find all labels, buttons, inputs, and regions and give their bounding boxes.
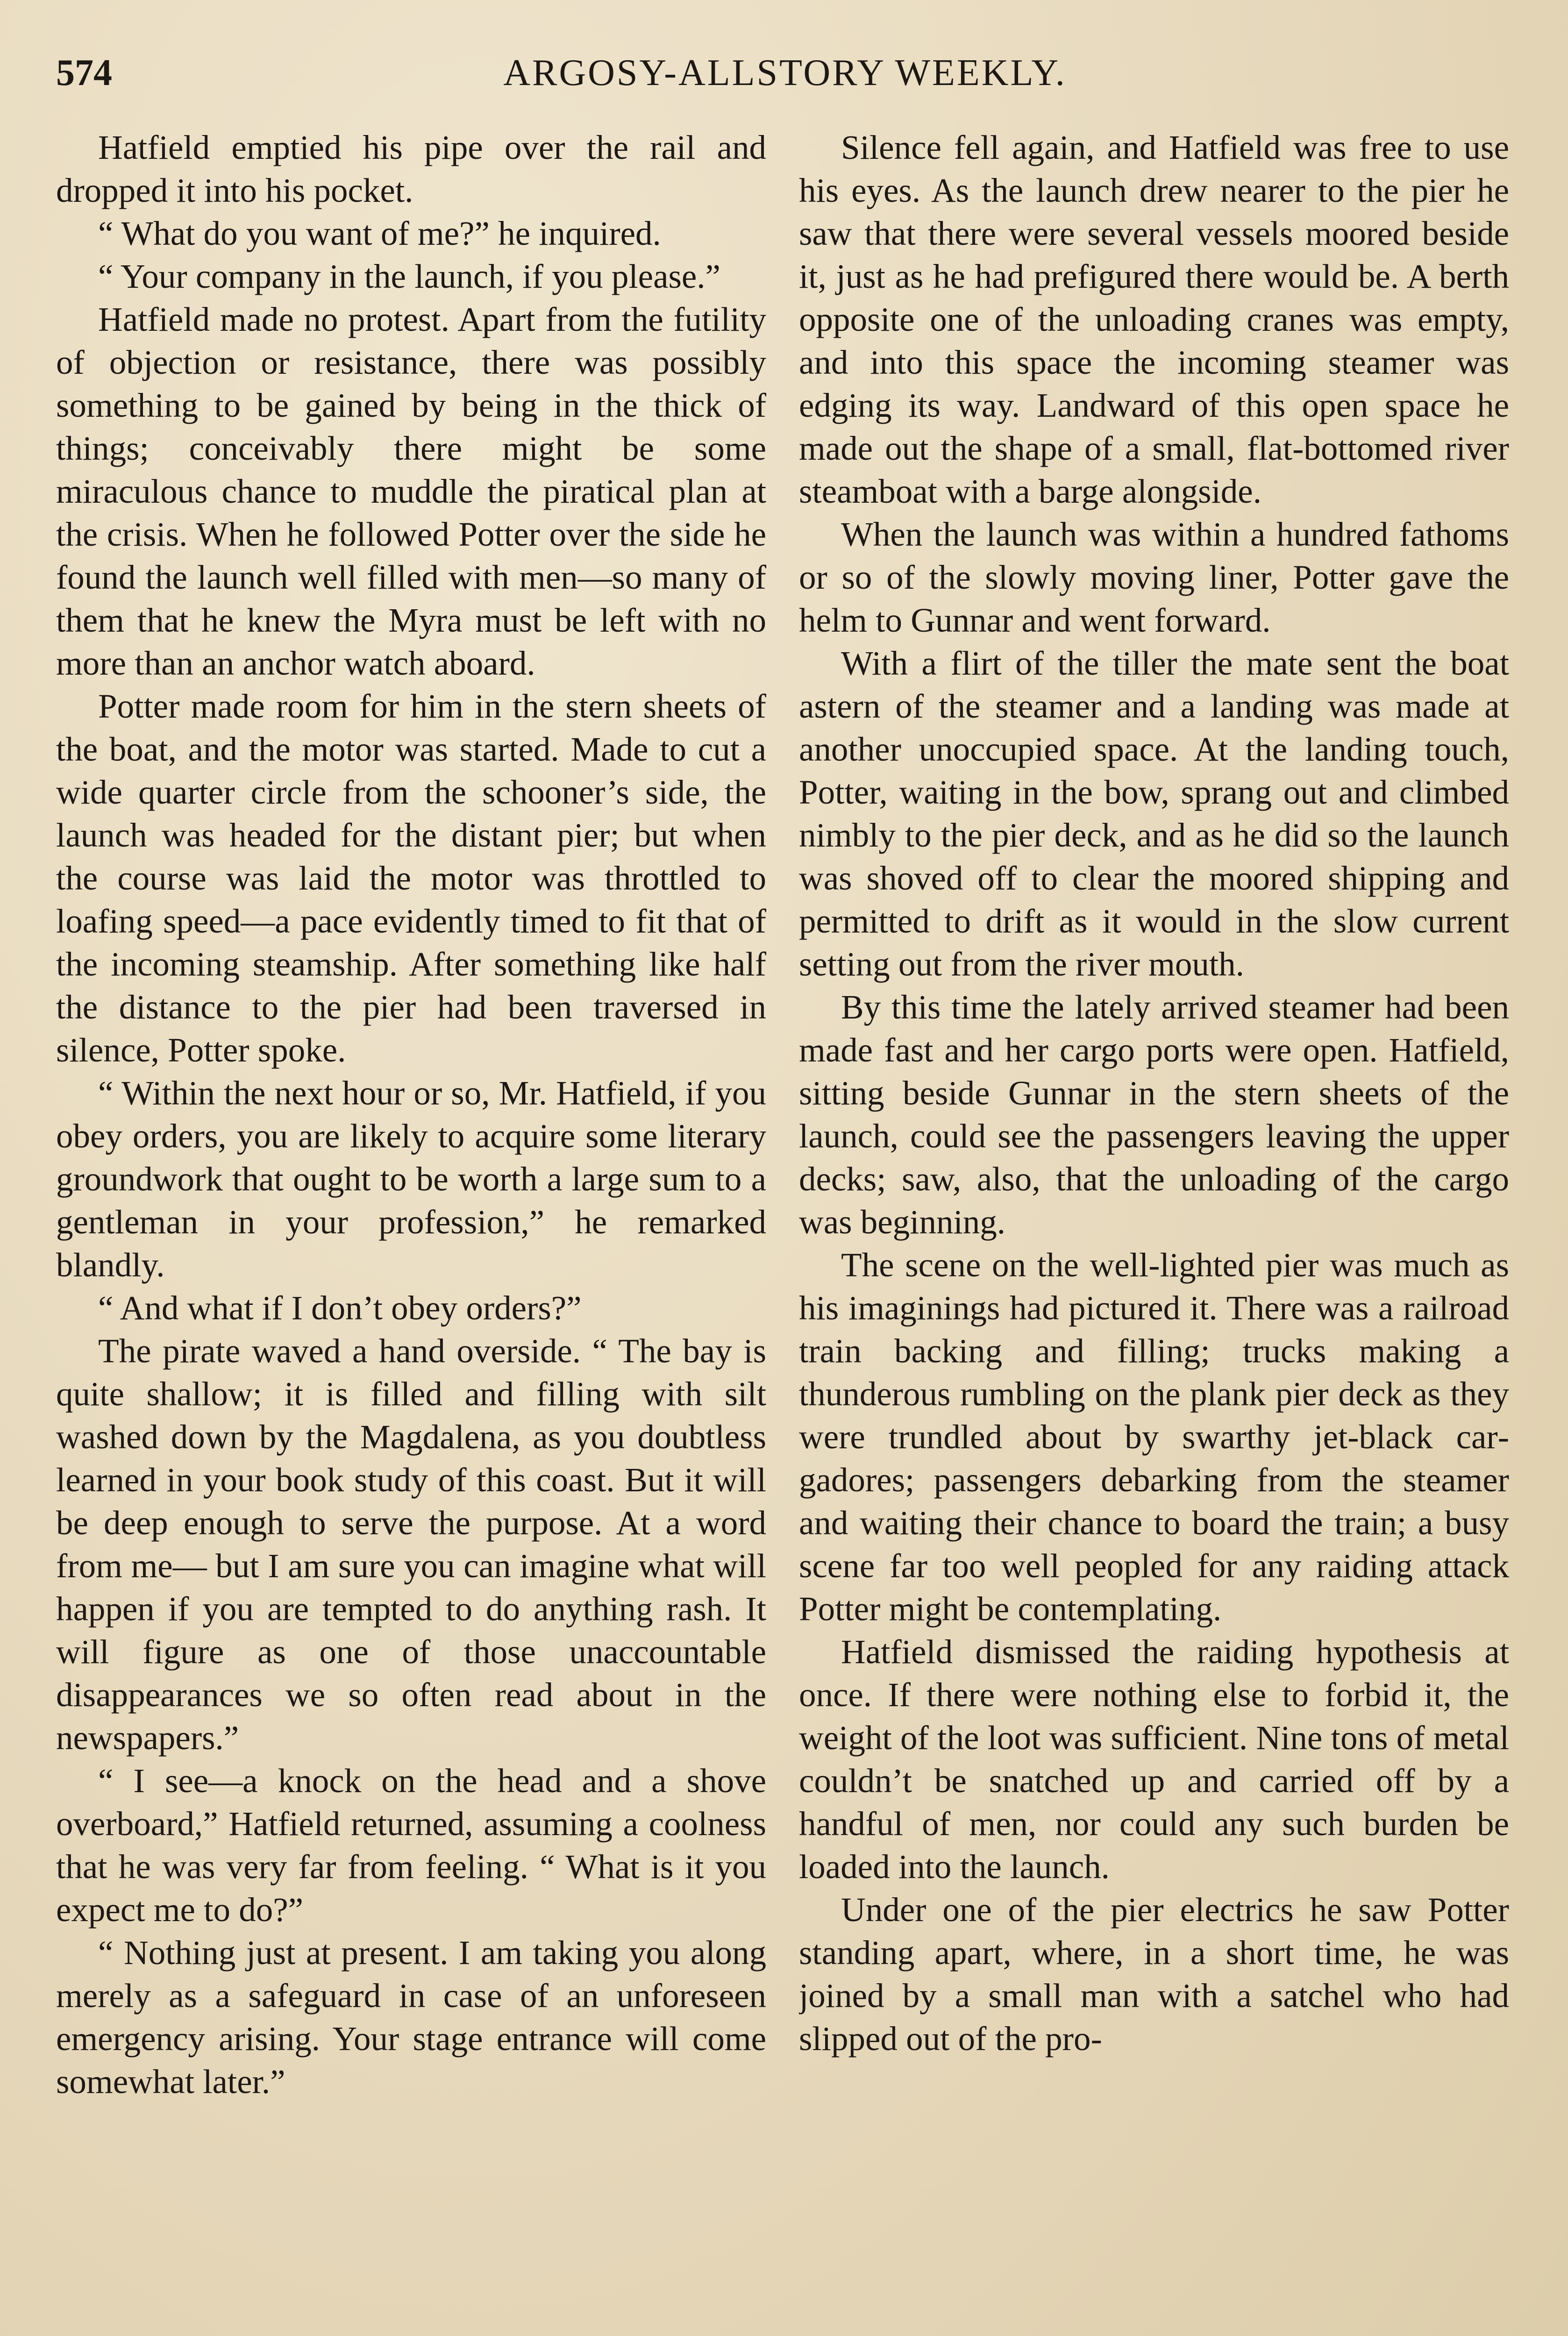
paragraph: “ Nothing just at present. I am taking you along merely as a safeguard in case of an unforeseen emergency arising. Your stage entrance will come somewhat later.” xyxy=(56,1934,766,2101)
paragraph: “ And what if I don’t obey orders?” xyxy=(98,1289,582,1327)
paragraph: Hatfield emptied his pipe over the rail and dropped it into his pocket. xyxy=(56,128,766,209)
paragraph: When the launch was within a hundred fathoms or so of the slowly moving liner, Potter gave the helm to Gunnar and went forward. xyxy=(799,515,1509,639)
page-header xyxy=(56,45,1514,101)
paragraph: By this time the lately arrived steamer had been made fast and her cargo ports were open. Hatfield, sitting beside Gunnar in the stern sheets of the launch, could see the passengers leaving the upper decks; saw, also, that the unloading of the cargo was beginning. xyxy=(799,988,1509,1241)
paragraph: “ I see—a knock on the head and a shove overboard,” Hatfield returned, assuming a coolness that he was very far from feeling. “ What is it you expect me to do?” xyxy=(56,1762,766,1929)
page-number: 574 xyxy=(56,52,112,93)
paragraph: The pirate waved a hand overside. “ The bay is quite shallow; it is filled and filling with silt washed down by the Magdalena, as you doubtless learned in your book study of this coast. But it will be deep enough to serve the purpose. At a word from me— but I am sure you can imagine what will happen if you are tempted to do anything rash. It will figure as one of those unaccountable disappearances we so often read about in the newspapers.” xyxy=(56,1332,766,1757)
paragraph: Under one of the pier electrics he saw Potter standing apart, where, in a short time, he was joined by a small man with a satchel who had slipped out of the pro- xyxy=(799,1891,1509,2058)
paragraph: Potter made room for him in the stern sheets of the boat, and the motor was started. Made to cut a wide quarter circle from the schooner’s side, the launch was headed for the distant pier; but when the course was laid the motor was throttled to loafing speed—a pace evidently timed to fit that of the incoming steamship. After something like half the distance to the pier had been traversed in silence, Potter spoke. xyxy=(56,687,766,1069)
paragraph: With a flirt of the tiller the mate sent the boat astern of the steamer and a landing was made at another unoccupied space. At the landing touch, Potter, waiting in the bow, sprang out and climbed nimbly to the pier deck, and as he did so the launch was shoved off to clear the moored shipping and permitted to drift as it would in the slow current setting out from the river mouth. xyxy=(799,644,1509,983)
paragraph: Silence fell again, and Hatfield was free to use his eyes. As the launch drew nearer to the pier he saw that there were several vessels moored beside it, just as he had prefigured there would be. A berth opposite one of the unloading cranes was empty, and into this space the incoming steamer was edging its way. Landward of this open space he made out the shape of a small, flat-bottomed river steamboat with a barge alongside. xyxy=(799,128,1509,510)
paragraph: The scene on the well-lighted pier was much as his imaginings had pictured it. There was a railroad train backing and filling; trucks making a thunderous rumbling on the plank pier deck as they were trundled about by swarthy jet-black cargadores; passengers debarking from the steamer and waiting their chance to board the train; a busy scene far too well peopled for any raiding attack Potter might be contemplating. xyxy=(799,1246,1509,1628)
paragraph: “ Your company in the launch, if you please.” xyxy=(98,257,720,295)
right-column xyxy=(799,126,1509,2336)
paragraph: Hatfield made no protest. Apart from the futility of objection or resistance, there was possibly something to be gained by being in the thick of things; conceivably there might be some miraculous chance to muddle the piratical plan at the crisis. When he followed Potter over the side he found the launch well filled with men—so many of them that he knew the Myra must be left with no more than an anchor watch aboard. xyxy=(56,300,766,682)
left-column xyxy=(56,126,766,2336)
running-head: ARGOSY-ALLSTORY WEEKLY. xyxy=(503,52,1067,93)
paragraph: “ Within the next hour or so, Mr. Hatfield, if you obey orders, you are likely to acquire some literary groundwork that ought to be worth a large sum to a gentleman in your profession,” he remarked blandly. xyxy=(56,1074,766,1284)
paragraph: Hatfield dismissed the raiding hypothesis at once. If there were nothing else to forbid it, the weight of the loot was sufficient. Nine tons of metal couldn’t be snatched up and carried off by a handful of men, nor could any such burden be loaded into the launch. xyxy=(799,1633,1509,1886)
paragraph: “ What do you want of me?” he inquired. xyxy=(98,214,661,252)
